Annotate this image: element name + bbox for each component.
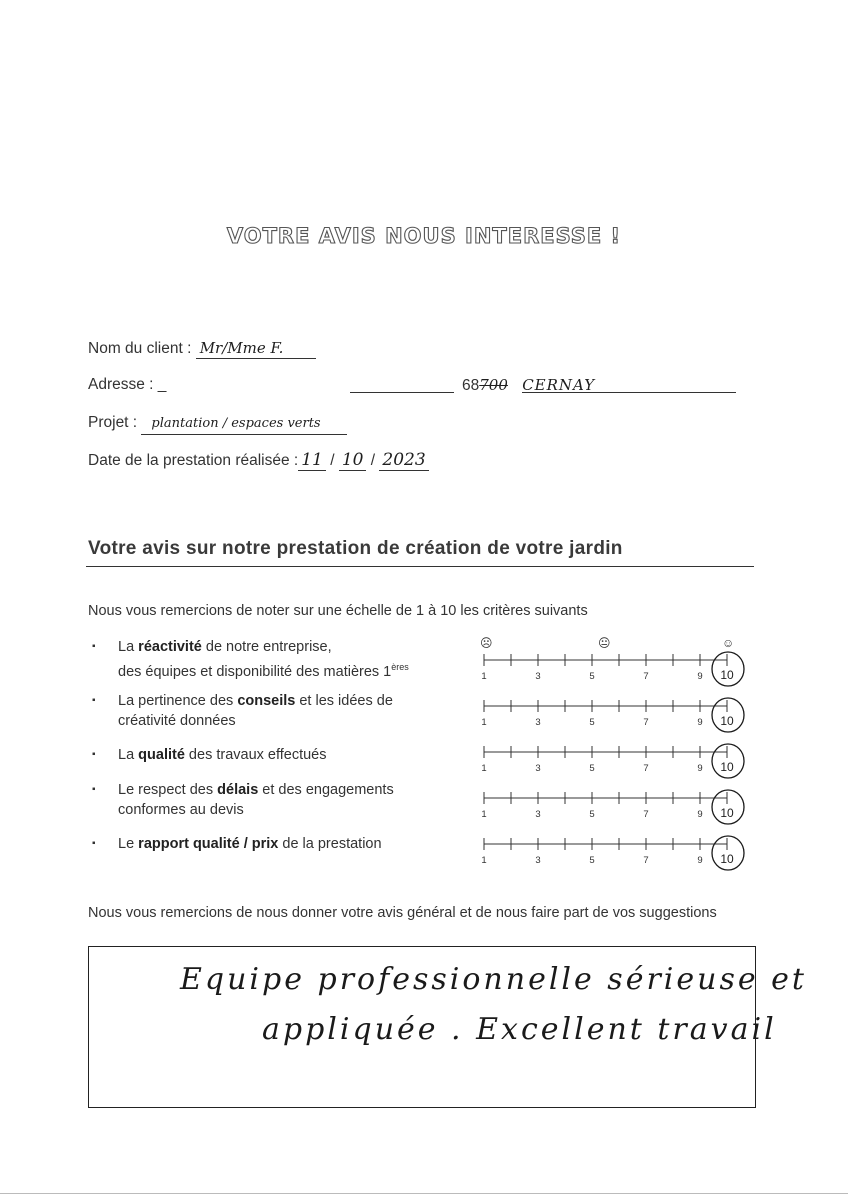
project-label: Projet : [88,414,138,431]
selected-score-label: 10 [720,806,734,820]
scale-tick-label: 5 [589,671,595,682]
postcode-handwritten: 700 [479,376,508,394]
date-day[interactable]: 11 [298,450,326,471]
selected-score-label: 10 [720,852,734,866]
scale-tick-label: 3 [535,855,541,866]
scale-tick-label: 5 [589,763,595,774]
rating-intro: Nous vous remercions de noter sur une échelle de 1 à 10 les critères suivants [88,603,588,619]
scale-tick-label: 7 [643,855,649,866]
page-title: VOTRE AVIS NOUS INTERESSE ! [226,224,622,248]
date-label: Date de la prestation réalisée : [88,452,299,469]
scale-tick-label: 7 [643,809,649,820]
scale-tick-label: 1 [481,671,487,682]
sad-face-icon: ☹ [480,636,493,650]
scale-tick-label: 9 [697,671,703,682]
client-name-label: Nom du client : [88,340,192,357]
date-month[interactable]: 10 [339,450,367,471]
scale-tick-label: 1 [481,717,487,728]
project-value[interactable]: plantation / espaces verts [141,414,347,435]
scale-tick-label: 7 [643,763,649,774]
comment-line-2: appliquée . Excellent travail [262,1012,777,1047]
scale-tick-label: 5 [589,855,595,866]
page-bottom-edge [0,1193,848,1194]
scale-tick-label: 3 [535,809,541,820]
scale-tick-label: 1 [481,763,487,774]
address-row [88,375,166,395]
scale-tick-label: 3 [535,763,541,774]
scale-tick-label: 7 [643,671,649,682]
scale-tick-label: 3 [535,671,541,682]
bullet-icon: ▪ [92,749,96,760]
section-divider [86,566,754,567]
selected-score-label: 10 [720,668,734,682]
bullet-icon: ▪ [92,838,96,849]
client-name-value[interactable]: Mr/Mme F. [196,338,316,359]
date-row: Date de la prestation réalisée : 11 / 10 / 2023 [88,450,429,471]
city-handwritten: CERNAY [522,376,596,394]
scale-tick-label: 1 [481,855,487,866]
scale-tick-label: 9 [697,763,703,774]
bullet-icon: ▪ [92,695,96,706]
scale-tick-label: 5 [589,809,595,820]
selected-score-label: 10 [720,714,734,728]
comment-line-1: Equipe professionnelle sérieuse et [180,962,807,997]
scale-tick-label: 3 [535,717,541,728]
postcode-prefix: 68 [462,377,480,394]
happy-face-icon: ☺ [722,636,735,650]
scale-tick-label: 9 [697,855,703,866]
address-label: Adresse : _ [88,376,167,393]
scale-tick-label: 9 [697,717,703,728]
scale-tick-label: 5 [589,717,595,728]
city-underline [522,392,736,393]
section-title: Votre avis sur notre prestation de création de votre jardin [88,538,623,559]
scale-tick-label: 9 [697,809,703,820]
neutral-face-icon: 😐 [598,636,611,650]
address-underline [350,392,454,393]
date-year[interactable]: 2023 [379,450,428,471]
selected-score-label: 10 [720,760,734,774]
bullet-icon: ▪ [92,641,96,652]
rating-scales[interactable] [470,640,760,890]
client-name-row [88,338,316,359]
scale-tick-label: 7 [643,717,649,728]
suggestions-label: Nous vous remercions de nous donner votre avis général et de nous faire part de vos suggestions [88,905,717,921]
bullet-icon: ▪ [92,784,96,795]
project-row [88,413,347,435]
scale-tick-label: 1 [481,809,487,820]
